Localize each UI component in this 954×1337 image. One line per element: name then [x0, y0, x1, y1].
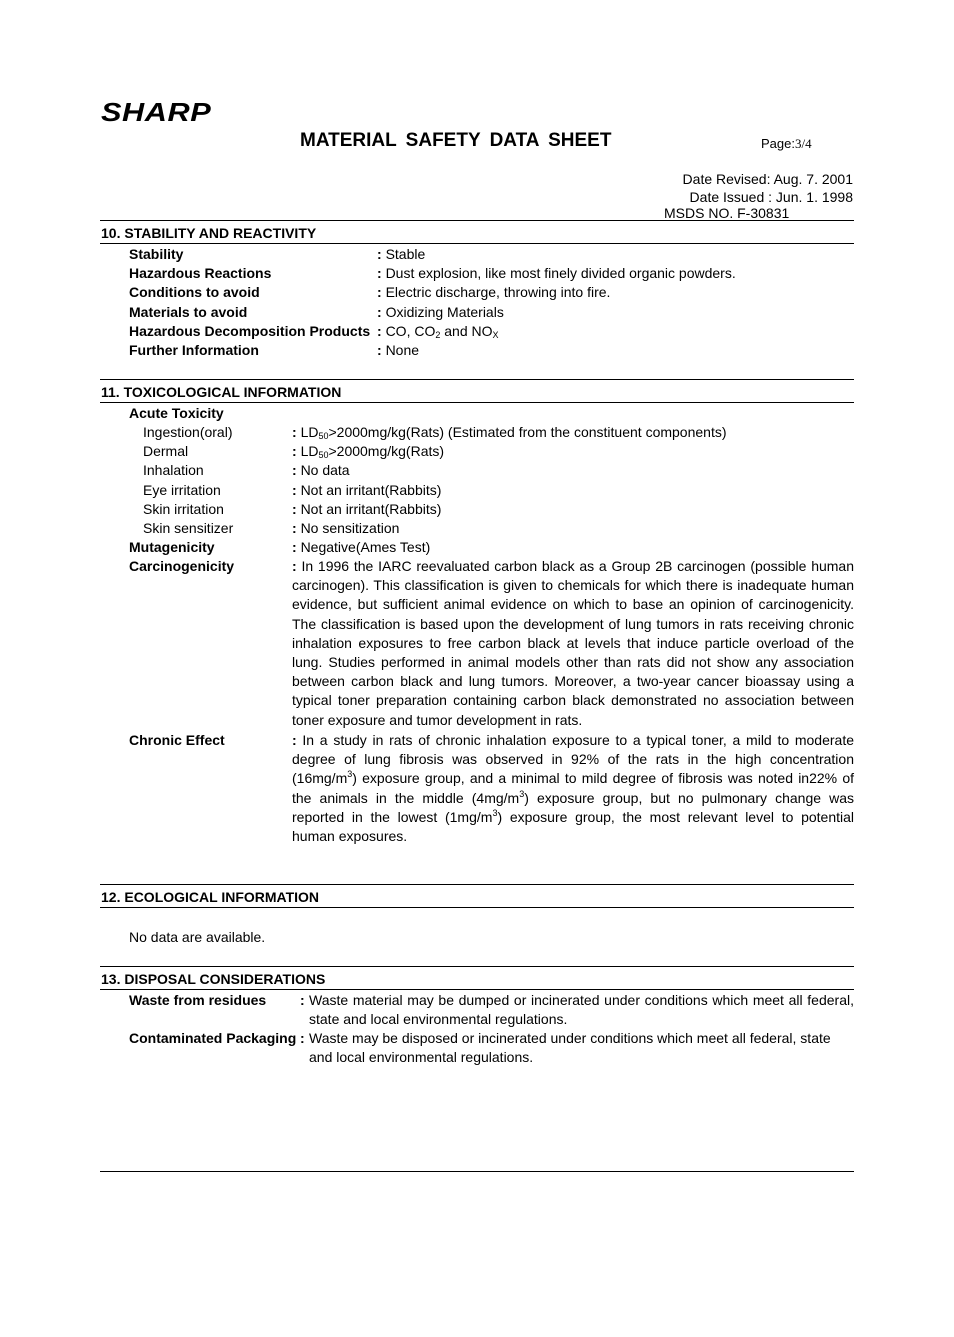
date-block: [683, 170, 853, 206]
field-label: Hazardous Reactions: [129, 265, 272, 281]
field-value: : None: [377, 342, 420, 358]
contaminated-packaging-value: Waste may be disposed or incinerated under conditions which meet all federal, state and local environmental regulations.: [309, 1030, 831, 1066]
section-divider: [100, 989, 854, 990]
chronic-effect-value: : In a study in rats of chronic inhalation exposure to a typical toner, a mild to moderate degree of lung fibrosis was observed in 92% of the rats in the high concentration $(16mg/m^3)$ exposure group, and a minimal to mild degree of fibrosis was noted in22% of the animals in the middle $(4mg/m^3)$ exposure group, but no pulmonary change was reported in the lowest $(1mg/m^3)$ exposure group, the most relevant level to potential human exposures.: [292, 732, 855, 845]
field-value: : Oxidizing Materials: [377, 304, 504, 320]
field-label: Dermal: [143, 443, 189, 459]
field-label: Waste from residues: [129, 992, 267, 1008]
field-value: : $LD_{50}>2000mg/kg(Rats)$: [292, 443, 445, 460]
page-number: 3/4: [794, 136, 812, 151]
document-title: MATERIAL SAFETY DATA SHEET: [300, 130, 612, 151]
ecological-text: No data are available.: [129, 929, 266, 945]
field-value: : Electric discharge, throwing into fire.: [377, 284, 611, 300]
field-value: : $LD_{50}>2000mg/kg(Rats)$ (Estimated from the constituent components): [292, 424, 727, 441]
field-label: Skin irritation: [143, 501, 224, 517]
field-colon: :: [300, 1030, 305, 1046]
field-colon: :: [300, 992, 305, 1008]
field-value: : Negative(Ames Test): [292, 539, 431, 555]
section-11-heading: 11. TOXICOLOGICAL INFORMATION: [101, 384, 342, 400]
field-label: Ingestion(oral): [143, 424, 233, 440]
section-divider: [100, 966, 854, 967]
msds-number: MSDS NO. F-30831: [664, 205, 790, 221]
field-label: Stability: [129, 246, 184, 262]
date-revised: Date Revised: Aug. 7. 2001: [682, 171, 853, 187]
field-label: Chronic Effect: [129, 732, 225, 748]
section-divider: [100, 243, 854, 244]
field-label: Materials to avoid: [129, 304, 248, 320]
field-label: Inhalation: [143, 462, 204, 478]
field-label: Acute Toxicity: [129, 405, 224, 421]
section-12-heading: 12. ECOLOGICAL INFORMATION: [101, 889, 320, 905]
field-value: : Not an irritant(Rabbits): [292, 482, 442, 498]
field-value: : Not an irritant(Rabbits): [292, 501, 442, 517]
section-10-heading: 10. STABILITY AND REACTIVITY: [101, 225, 317, 241]
waste-residues-value: Waste material may be dumped or incinerated under conditions which meet all federal, state and local environmental regulations.: [309, 992, 854, 1028]
carcinogenicity-value: : In 1996 the IARC reevaluated carbon black as a Group 2B carcinogen (possible human carcinogen). This classification is given to chemicals for which there is inadequate human evidence, but sufficient animal evidence on which to base an opinion of carcinogenicity. The classification is based upon the development of lung tumors in rats receiving chronic inhalation exposures to free carbon black at levels that induce particle overload of the lung. Studies performed in animal models other than rats did not show any association between carbon black and lung tumors. Moreover, a two-year cancer bioassay using a typical toner preparation containing carbon black demonstrated no association between toner exposure and tumor development in rats.: [292, 558, 854, 728]
field-label: Carcinogenicity: [129, 558, 235, 574]
field-label: Hazardous Decomposition Products: [129, 323, 371, 339]
field-label: Contaminated Packaging: [129, 1030, 297, 1046]
field-value: : CO, $CO_2$ and $NO_X$: [377, 323, 499, 340]
field-label: Mutagenicity: [129, 539, 215, 555]
field-label: Conditions to avoid: [129, 284, 260, 300]
section-divider: [100, 402, 854, 403]
field-label: Eye irritation: [143, 482, 221, 498]
page-label: Page:: [761, 136, 795, 151]
section-divider: [100, 907, 854, 908]
company-logo: SHARP: [101, 97, 212, 127]
section-divider: [100, 220, 854, 221]
section-divider: [100, 379, 854, 380]
field-value: : Dust explosion, like most finely divided organic powders.: [377, 265, 736, 281]
date-issued: Date Issued : Jun. 1. 1998: [689, 189, 853, 205]
field-value: : No sensitization: [292, 520, 400, 536]
section-divider: [100, 884, 854, 885]
page-indicator: [761, 136, 812, 152]
field-label: Skin sensitizer: [143, 520, 234, 536]
footer-rule: [100, 1171, 854, 1172]
field-value: : Stable: [377, 246, 426, 262]
field-label: Further Information: [129, 342, 259, 358]
section-13-heading: 13. DISPOSAL CONSIDERATIONS: [101, 971, 326, 987]
field-value: : No data: [292, 462, 350, 478]
